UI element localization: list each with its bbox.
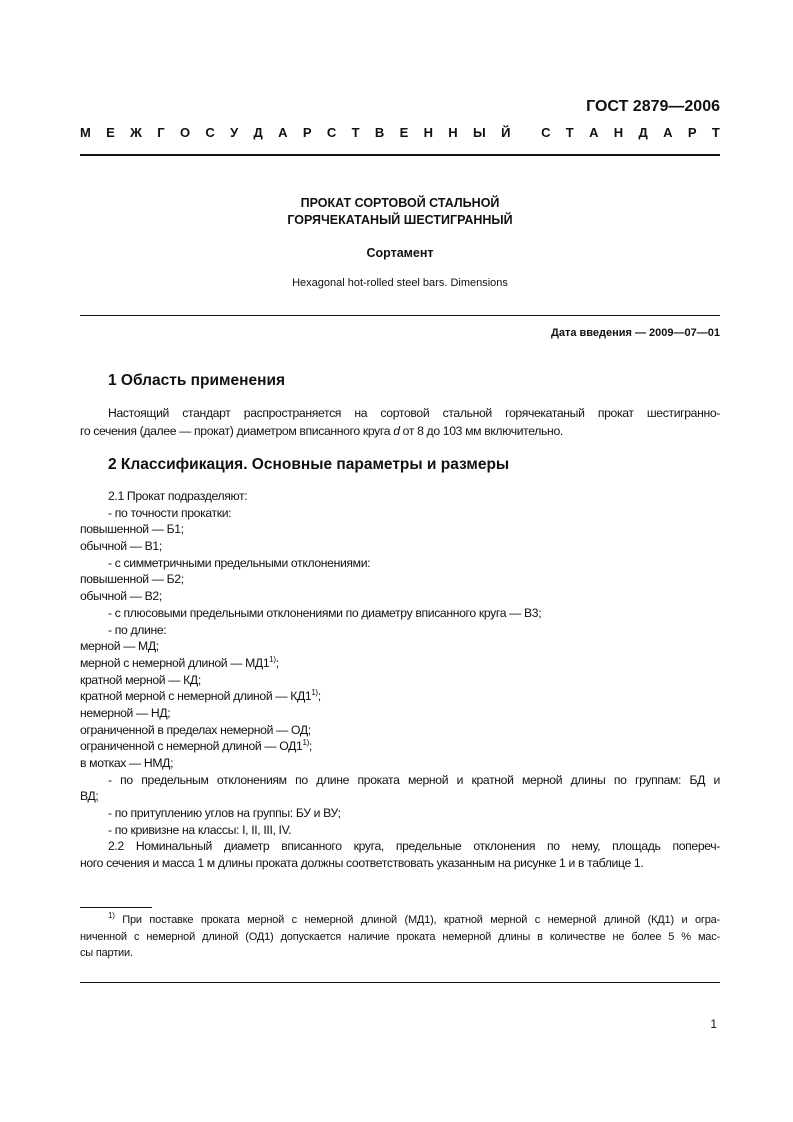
list-line xyxy=(80,738,720,755)
heading-letter: М xyxy=(80,125,91,140)
text: ограниченной в пределах немерной — ОД; xyxy=(80,722,311,737)
text: ; xyxy=(317,689,321,704)
list-line xyxy=(80,805,720,822)
heading-letter: Р xyxy=(302,125,312,140)
text: мерной — МД; xyxy=(80,639,159,654)
list-line xyxy=(80,838,720,855)
heading-letter: О xyxy=(179,125,191,140)
list-line xyxy=(80,638,720,655)
footer-rule xyxy=(80,982,720,983)
heading-letter: С xyxy=(205,125,215,140)
standard-type-heading xyxy=(80,125,720,140)
list-line xyxy=(80,705,720,722)
heading-letter: Д xyxy=(253,125,263,140)
footnote-ref: 1) xyxy=(302,738,309,748)
date-of-introduction: Дата введения — 2009—07—01 xyxy=(551,327,720,339)
title-line-2: ГОРЯЧЕКАТАНЫЙ ШЕСТИГРАННЫЙ xyxy=(287,213,513,227)
document-code: ГОСТ 2879—2006 xyxy=(586,98,720,115)
paragraph-line: Настоящий стандарт распространяется на сортовой стальной горячекатаный прокат шестигранно- xyxy=(108,406,720,420)
heading-letter: А xyxy=(589,125,599,140)
list-line xyxy=(80,822,720,839)
text: ; xyxy=(275,655,279,670)
list-line xyxy=(80,538,720,555)
list-line xyxy=(80,555,720,572)
text: 2.2 Номинальный диаметр вписанного круга, предельные отклонения по нему, площадь попереч- xyxy=(108,839,720,854)
text: 2.1 Прокат подразделяют: xyxy=(108,489,248,503)
text: - по кривизне на классы: I, II, III, IV. xyxy=(108,822,292,837)
heading-letter: Г xyxy=(157,125,165,140)
footnote-mark: 1) xyxy=(108,911,115,920)
title-line-1: ПРОКАТ СОРТОВОЙ СТАЛЬНОЙ xyxy=(300,196,500,210)
text: ; xyxy=(308,739,312,754)
footnote-rule xyxy=(80,907,152,908)
paragraph-line xyxy=(80,422,720,440)
text: - с симметричными предельными отклонениями: xyxy=(108,555,371,570)
heading-letter: Т xyxy=(351,125,360,140)
section-1-paragraph xyxy=(80,404,720,440)
heading-letter: У xyxy=(230,125,239,140)
section-1-heading: 1 Область применения xyxy=(108,372,286,389)
text: - по точности прокатки: xyxy=(108,505,232,520)
list-line xyxy=(80,722,720,739)
list-line xyxy=(80,622,720,639)
heading-letter: Ы xyxy=(473,125,486,140)
text: - по притуплению углов на группы: БУ и ВУ; xyxy=(108,806,341,821)
heading-letter: Й xyxy=(501,125,511,140)
list-line xyxy=(80,855,720,872)
heading-letter: Р xyxy=(687,125,697,140)
footnote xyxy=(80,912,720,962)
text: го сечения (далее — прокат) диаметром вписанного круга xyxy=(80,424,394,438)
variable-d: d xyxy=(393,424,400,438)
list-line xyxy=(80,788,720,805)
footnote-line xyxy=(80,912,720,929)
subtitle: Сортамент xyxy=(366,246,434,260)
list-line xyxy=(80,605,720,622)
text: мерной с немерной длиной — МД1 xyxy=(80,655,270,670)
text: обычной — В2; xyxy=(80,589,162,604)
text: кратной мерной с немерной длиной — КД1 xyxy=(80,689,312,704)
footnote-ref: 1) xyxy=(311,688,318,698)
text: повышенной — Б2; xyxy=(80,572,184,587)
list-line xyxy=(80,655,720,672)
heading-letter: Ж xyxy=(130,125,142,140)
footnote-line: сы партии. xyxy=(80,947,133,959)
footnote-ref: 1) xyxy=(269,654,276,664)
heading-letter: В xyxy=(374,125,385,140)
text: - по предельным отклонениям по длине проката мерной и кратной мерной длины по группам: БД и xyxy=(108,772,720,787)
heading-letter: Т xyxy=(711,125,720,140)
list-line xyxy=(80,488,720,505)
page-number: 1 xyxy=(710,1017,717,1031)
heading-letter: А xyxy=(278,125,288,140)
text: от 8 до 103 мм включительно. xyxy=(399,424,563,438)
heading-letter: Н xyxy=(613,125,624,140)
section-2-body xyxy=(80,488,720,872)
footnote-line: ниченной с немерной длиной (ОД1) допускается наличие проката немерной длины в количестве не более 5 % мас- xyxy=(80,930,720,943)
title-rule xyxy=(80,315,720,316)
list-line xyxy=(80,571,720,588)
text: ного сечения и масса 1 м длины проката должны соответствовать указанным на рисунке 1 и в таблице 1. xyxy=(80,856,644,871)
text: немерной — НД; xyxy=(80,705,171,720)
text: ограниченной с немерной длиной — ОД1 xyxy=(80,739,303,754)
list-line xyxy=(80,521,720,538)
list-line xyxy=(80,505,720,522)
list-line xyxy=(80,672,720,689)
list-line xyxy=(80,688,720,705)
english-title: Hexagonal hot-rolled steel bars. Dimensions xyxy=(292,277,508,289)
heading-letter: Д xyxy=(638,125,648,140)
heading-letter: С xyxy=(541,125,551,140)
list-line xyxy=(80,755,720,772)
heading-letter: Н xyxy=(423,125,433,140)
text: в мотках — НМД; xyxy=(80,756,174,770)
text: - с плюсовыми предельными отклонениями по диаметру вписанного круга — В3; xyxy=(108,605,542,620)
heading-letter: С xyxy=(326,125,337,140)
heading-letter: Е xyxy=(106,125,115,140)
heading-letter: Н xyxy=(448,125,458,140)
text: обычной — В1; xyxy=(80,539,162,554)
text: - по длине: xyxy=(108,622,167,637)
text: ВД; xyxy=(80,789,99,804)
text: повышенной — Б1; xyxy=(80,522,184,537)
section-2-heading: 2 Классификация. Основные параметры и размеры xyxy=(108,456,510,473)
header-rule xyxy=(80,154,720,156)
heading-letter: А xyxy=(663,125,673,140)
heading-letter: Т xyxy=(565,125,574,140)
text: кратной мерной — КД; xyxy=(80,672,201,687)
text: При поставке проката мерной с немерной длиной (МД1), кратной мерной с немерной длиной (КД1) и огра- xyxy=(114,914,720,926)
heading-letter: Е xyxy=(399,125,409,140)
list-line xyxy=(80,772,720,789)
list-line xyxy=(80,588,720,605)
